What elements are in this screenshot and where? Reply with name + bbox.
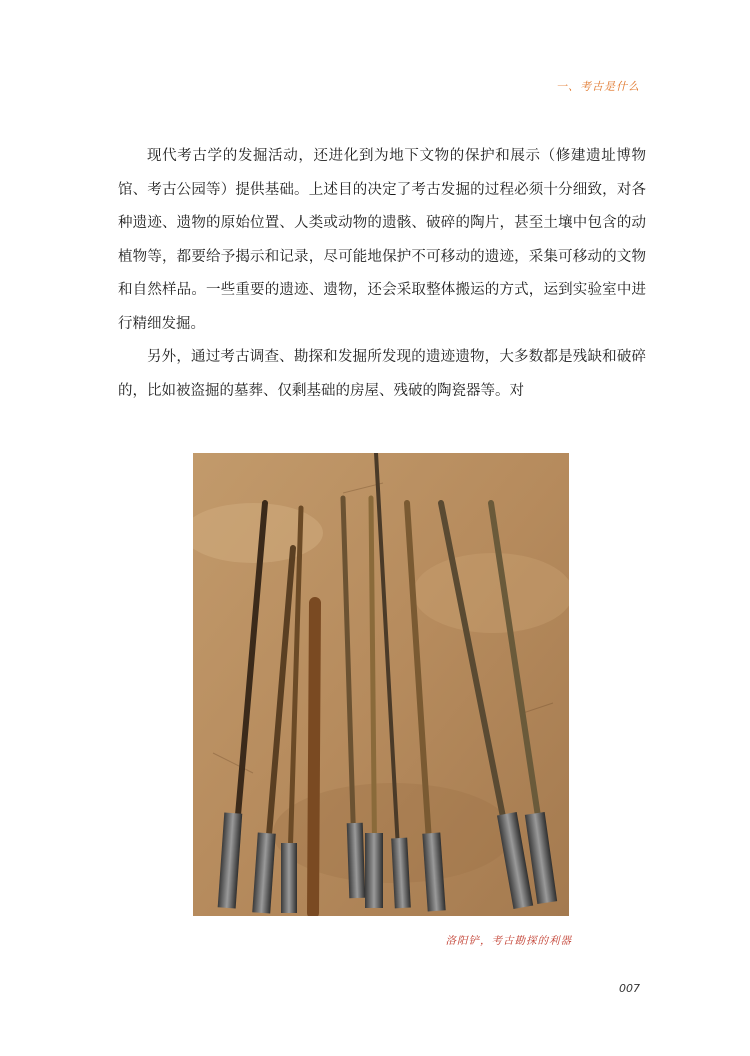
paragraph-1: 现代考古学的发掘活动，还进化到为地下文物的保护和展示（修建遗址博物馆、考古公园等）提供基础。上述目的决定了考古发掘的过程必须十分细致，对各种遗迹、遗物的原始位置、人类或动物的遗骸、破碎的陶片，甚至土壤中包含的动植物等，都要给予揭示和记录，尽可能地保护不可移动的遗迹，采集可移动的文物和自然样品。一些重要的遗迹、遗物，还会采取整体搬运的方式，运到实验室中进行精细发掘。	[118, 148, 646, 332]
figure-caption: 洛阳铲，考古勘探的利器	[445, 935, 572, 947]
photo-luoyang-shovels	[193, 453, 569, 916]
running-header: 一、考古是什么	[556, 80, 640, 93]
body-text	[118, 140, 646, 408]
page-number: 007	[619, 982, 640, 995]
paragraph-2: 另外，通过考古调查、勘探和发掘所发现的遗迹遗物，大多数都是残缺和破碎的，比如被盗掘的墓葬、仅剩基础的房屋、残破的陶瓷器等。对	[118, 349, 646, 399]
